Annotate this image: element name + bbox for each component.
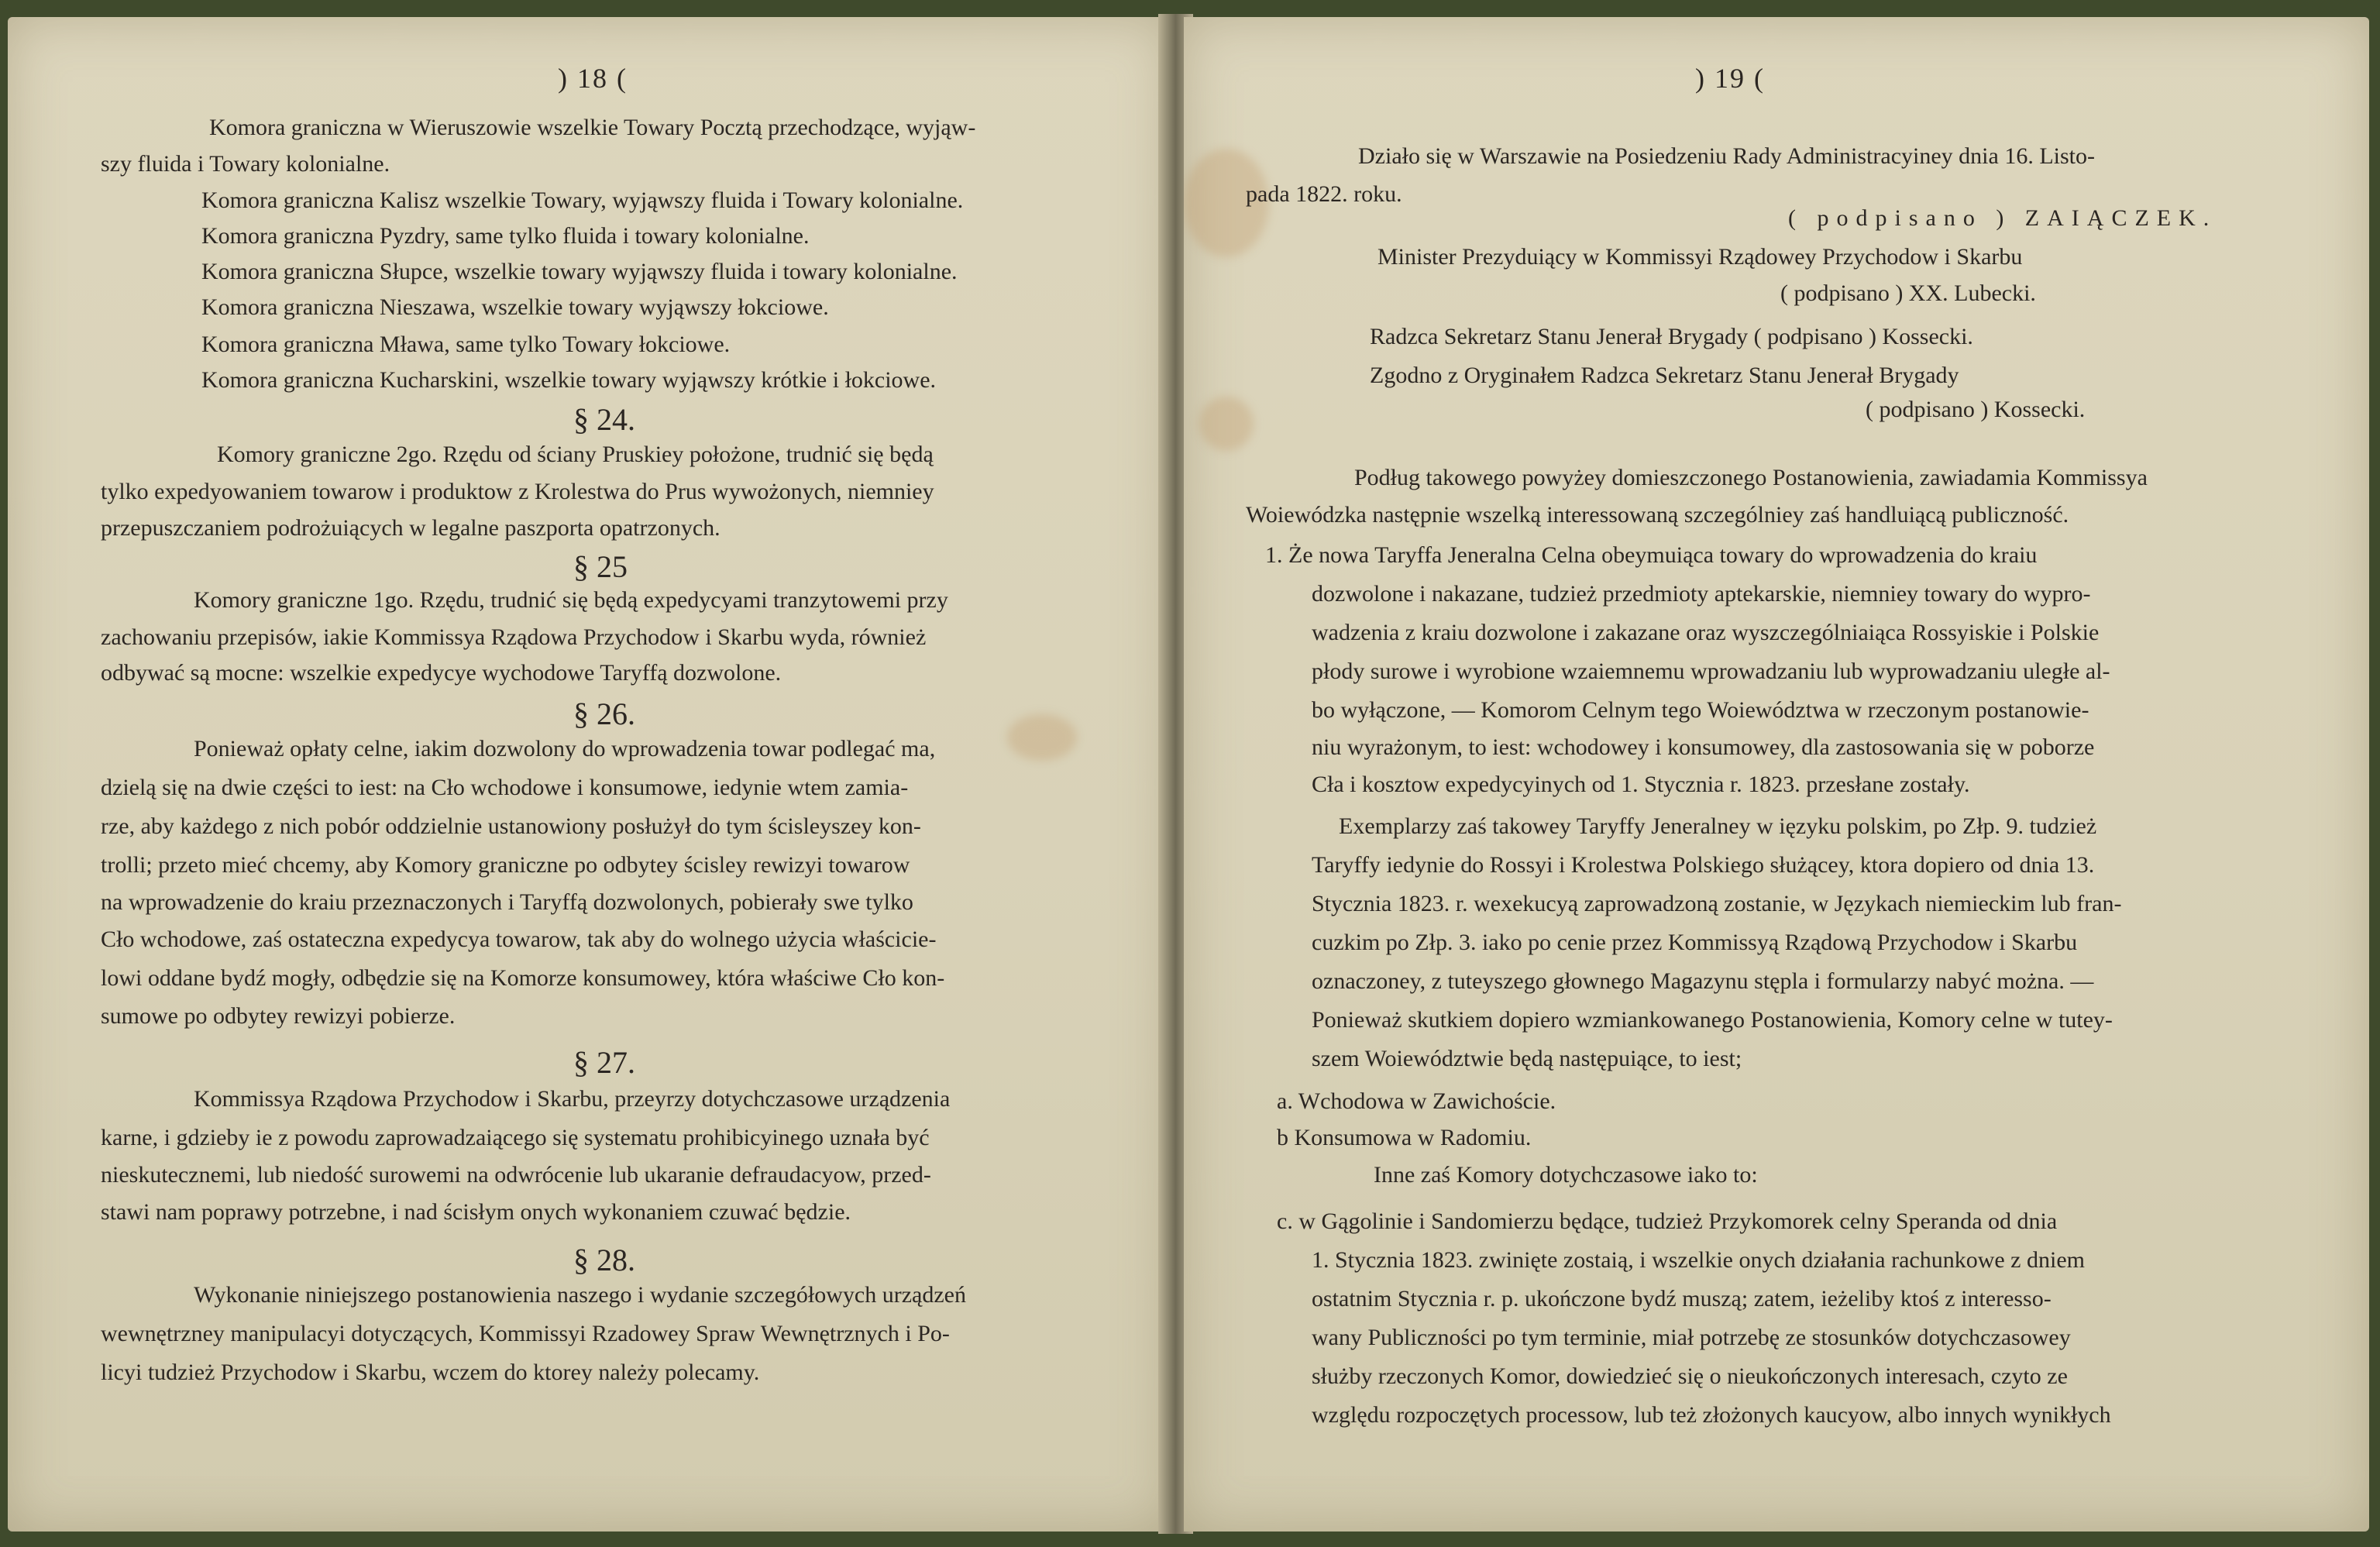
signature-line: ( podpisano ) ZAIĄCZEK. xyxy=(1788,205,2217,231)
text-line: Komora graniczna Mława, same tylko Towary łokciowe. xyxy=(201,332,731,357)
text-line: wany Publiczności po tym terminie, miał potrzebę ze stosunków dotychczasowey xyxy=(1312,1325,2071,1350)
text-line: Ponieważ opłaty celne, iakim dozwolony do wprowadzenia towar podlegać ma, xyxy=(194,736,936,761)
text-line: Komory graniczne 2go. Rzędu od ściany Pruskiey położone, trudnić się będą xyxy=(217,442,934,467)
section-heading: § 28. xyxy=(573,1243,635,1277)
text-line: tylko expedyowaniem towarow i produktow z Krolestwa do Prus wywożonych, niemniey xyxy=(101,479,934,504)
text-line: niu wyrażonym, to iest: wchodowey i konsumowey, dla zastosowania się w poborze xyxy=(1312,734,2095,760)
text-line: Cła i kosztow expedycyinych od 1. Stycznia r. 1823. przesłane zostały. xyxy=(1312,772,1970,797)
text-line: Exemplarzy zaś takowey Taryffy Jeneralney w ięzyku polskim, po Złp. 9. tudzież xyxy=(1339,813,2097,839)
text-line: trolli; przeto mieć chcemy, aby Komory graniczne po odbytey ścisley rewizyi towarow xyxy=(101,852,910,878)
signature-line: ( podpisano ) Kossecki. xyxy=(1866,397,2086,422)
text-line: karne, i gdzieby ie z powodu zaprowadzaiącego się systematu prohibicyinego uznała być xyxy=(101,1125,930,1150)
signature-line: ( podpisano ) XX. Lubecki. xyxy=(1780,280,2036,306)
text-line: Podług takowego powyżey domieszczonego Postanowienia, zawiadamia Kommissya xyxy=(1354,465,2148,490)
text-line: Inne zaś Komory dotychczasowe iako to: xyxy=(1374,1162,1758,1188)
text-line: Minister Prezyduiący w Kommissyi Rządowey Przychodow i Skarbu xyxy=(1377,244,2023,270)
text-line: Działo się w Warszawie na Posiedzeniu Rady Administracyiney dnia 16. Listo- xyxy=(1358,143,2095,169)
text-line: wadzenia z kraiu dozwolone i zakazane oraz wyszczególniaiąca Rossyiskie i Polskie xyxy=(1312,620,2100,645)
text-line: Komora graniczna Kucharskini, wszelkie towary wyjąwszy krótkie i łokciowe. xyxy=(201,367,937,393)
section-heading: § 26. xyxy=(573,696,635,731)
text-line: Komora graniczna Pyzdry, same tylko fluida i towary kolonialne. xyxy=(201,223,810,249)
text-line: oznaczoney, z tuteyszego głownego Magazynu stępla i formularzy nabyć można. — xyxy=(1312,968,2094,994)
text-line: Wykonanie niniejszego postanowienia naszego i wydanie szczegółowych urządzeń xyxy=(194,1282,966,1308)
section-heading: § 24. xyxy=(573,402,635,437)
text-line: dozwolone i nakazane, tudzież przedmioty aptekarskie, niemniey towary do wypro- xyxy=(1312,581,2091,607)
text-line: Zgodno z Oryginałem Radzca Sekretarz Stanu Jenerał Brygady xyxy=(1370,363,1959,388)
text-line: rze, aby każdego z nich pobór oddzielnie ustanowiony posłużył do tym ścisleyszey kon- xyxy=(101,813,921,839)
right-page xyxy=(1184,17,2369,1532)
list-item: 1. Że nowa Taryffa Jeneralna Celna obeymuiąca towary do wprowadzenia do kraiu xyxy=(1265,542,2038,568)
text-line: Cło wchodowe, zaś ostateczna expedycya towarow, tak aby do wolnego użycia właściciе- xyxy=(101,926,937,952)
text-line: stawi nam poprawy potrzebne, i nad ścisłym onych wykonaniem czuwać będzie. xyxy=(101,1199,851,1225)
text-line: licyi tudzież Przychodow i Skarbu, wczem do ktorey należy polecamy. xyxy=(101,1360,760,1385)
text-line: Taryffy iedynie do Rossyi i Krolestwa Polskiego służącey, ktora dopiero od dnia 13. xyxy=(1312,852,2095,878)
text-line: na wprowadzenie do kraiu przeznaczonych i Taryffą dozwolonych, pobierały swe tylko xyxy=(101,889,913,915)
text-line: Ponieważ skutkiem dopiero wzmiankowanego Postanowienia, Komory celne w tutey- xyxy=(1312,1007,2113,1033)
text-line: pada 1822. roku. xyxy=(1246,181,1402,207)
text-line: lowi oddane bydź mogły, odbędzie się na Komorze konsumowey, która właściwe Cło kon- xyxy=(101,965,945,991)
list-item: b Konsumowa w Radomiu. xyxy=(1277,1125,1532,1150)
text-line: Komora graniczna Słupce, wszelkie towary wyjąwszy fluida i towary kolonialne. xyxy=(201,259,958,284)
text-line: bo wyłączone, — Komorom Celnym tego Woiewództwa w rzeczonym postanowie- xyxy=(1312,697,2089,723)
text-line: przepuszczaniem podrożuiących w legalne paszporta opatrzonych. xyxy=(101,515,721,541)
text-line: odbywać są mocne: wszelkie expedycye wychodowe Taryffą dozwolone. xyxy=(101,660,782,686)
list-item: c. w Gągolinie i Sandomierzu będące, tudzież Przykomorek celny Speranda od dnia xyxy=(1277,1208,2058,1234)
list-item: a. Wchodowa w Zawichoście. xyxy=(1277,1088,1556,1114)
page-number-left: ) 18 ( xyxy=(558,63,628,94)
text-line: służby rzeczonych Komor, dowiedzieć się o nieukończonych interesach, czyto ze xyxy=(1312,1363,2068,1389)
text-line: 1. Stycznia 1823. zwinięte zostaią, i wszelkie onych działania rachunkowe z dniem xyxy=(1312,1247,2085,1273)
page-number-right: ) 19 ( xyxy=(1695,63,1765,94)
section-heading: § 27. xyxy=(573,1045,635,1080)
text-line: cuzkim po Złp. 3. iako po cenie przez Kommissyą Rządową Przychodow i Skarbu xyxy=(1312,930,2078,955)
text-line: szy fluida i Towary kolonialne. xyxy=(101,151,390,177)
text-line: względu rozpoczętych processow, lub też złożonych kaucyow, albo innych wynikłych xyxy=(1312,1402,2111,1428)
text-line: ostatnim Stycznia r. p. ukończone bydź muszą; zatem, ieżeliby ktoś z interesso- xyxy=(1312,1286,2052,1312)
text-line: płody surowe i wyrobione wzaiemnemu wprowadzaniu lub wyprowadzaniu uległe al- xyxy=(1312,658,2110,684)
text-line: Komora graniczna w Wieruszowie wszelkie Towary Pocztą przechodzące, wyjąw- xyxy=(209,115,976,140)
text-line: Stycznia 1823. r. wexekucyą zaprowadzoną zostanie, w Językach niemieckim lub fran- xyxy=(1312,891,2122,916)
text-line: zachowaniu przepisów, iakie Kommissya Rządowa Przychodow i Skarbu wyda, również xyxy=(101,624,927,650)
text-line: nieskutecznemi, lub niedość surowemi na odwrócenie lub ukaranie defraudacyow, przed- xyxy=(101,1162,931,1188)
text-line: dzielą się na dwie części to iest: na Cło wchodowe i konsumowe, iedynie wtem zamia- xyxy=(101,775,909,800)
left-page xyxy=(8,17,1170,1532)
text-line: Woiewódzka następnie wszelką interessowaną szczególniey zaś handluiącą publiczność. xyxy=(1246,502,2069,528)
text-line: Komora graniczna Nieszawa, wszelkie towary wyjąwszy łokciowe. xyxy=(201,294,829,320)
text-line: Kommissya Rządowa Przychodow i Skarbu, przeyrzy dotychczasowe urządzenia xyxy=(194,1086,951,1112)
text-line: sumowe po odbytey rewizyi pobierze. xyxy=(101,1003,456,1029)
section-heading: § 25 xyxy=(573,549,628,584)
text-line: Radzca Sekretarz Stanu Jenerał Brygady ( podpisano ) Kossecki. xyxy=(1370,324,1973,349)
text-line: wewnętrzney manipulacyi dotyczących, Kommissyi Rzadowey Spraw Wewnętrznych i Po- xyxy=(101,1321,950,1346)
text-line: Komory graniczne 1go. Rzędu, trudnić się będą expedycyami tranzytowemi przy xyxy=(194,587,948,613)
text-line: szem Woiewództwie będą następuiące, to iest; xyxy=(1312,1046,1742,1071)
text-line: Komora graniczna Kalisz wszelkie Towary, wyjąwszy fluida i Towary kolonialne. xyxy=(201,187,964,213)
